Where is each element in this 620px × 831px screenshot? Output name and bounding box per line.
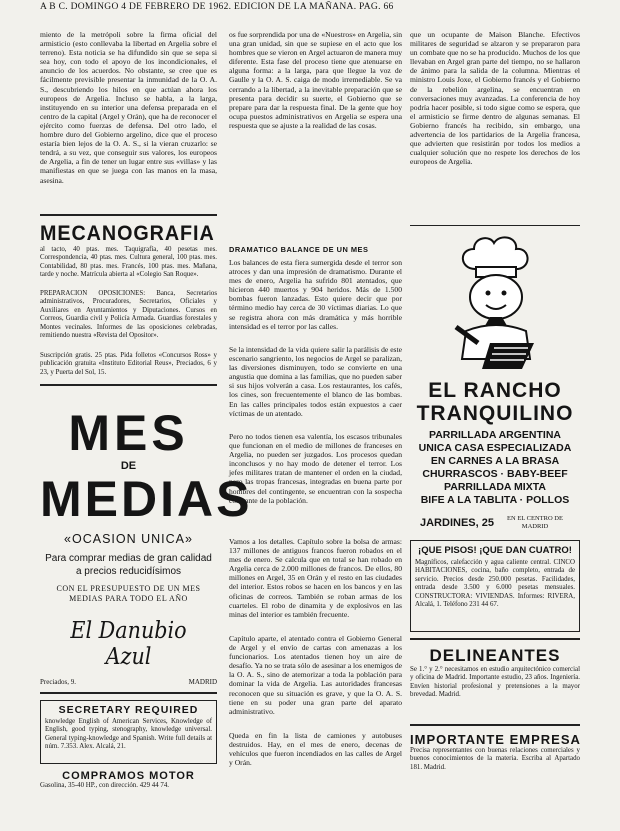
article-body-1: os fue sorprendida por una de «Nuestros» en Argelia, sin una gran unidad, sin que se supiese en el acto que los hombres que se vieron en Argel actuaron de manera muy diferente. Esta fase del proceso tiene que atenuarse en alguna forma: a la larga, para que llegue la voz de Gaulle y la O. A. S. caiga de modo irremediable. Se va cerrando a la libertad, a la inevitable preparación que se presenta para decidir su suerte, el Gobierno que se prepare para dar la respuesta final. De la gente que hoy ocupa puestos administrativos en Argelia se espera una respuesta que se ajuste a la realidad de las cosas.: [229, 30, 402, 130]
article-body-5: Vamos a los detalles. Capítulo sobre la bolsa de armas: 137 millones de antiguos francos fueron robados en el mes de enero. Se calcula que en total se han robado en Argelia cerca de 2.000 millones de francos. De ellos, 80 millones en Argel, 35 en Orán y el resto en las ciudades del interior. Estos robos se hacen en los bancos y en las oficinas de correos. También se roban armas de los cuarteles. El robo de dinamita y de explosivos en las minas del interior es también frecuente.: [229, 537, 402, 619]
column-middle: [229, 30, 402, 830]
article-body-4: Pero no todos tienen esa valentía, los escasos tribunales que funcionan en el medio de millones de franceses en Argelia, no pueden ser juzgados. Los procesos quedan inconclusos y no hay modo de detener el terror. Los jefes militares tratan de mantener el orden en la ciudad, pero las tropas francesas, integradas en buena parte por hombres del contingente, se encuentran con la sospecha constante de la población.: [229, 432, 402, 505]
rancho-title-1: EL RANCHO: [428, 379, 562, 402]
rancho-line-4: UNICA CASA ESPECIALIZADA: [418, 442, 572, 454]
ad-mes: MES: [68, 405, 189, 461]
rancho-line-5: EN CARNES A LA BRASA: [430, 455, 560, 467]
pisos-text: Magníficos, calefacción y agua caliente central. CINCO HABITACIONES, cocina, baño completo, entrada de servicio. Precios desde 250.000 pesetas. Facilidades, entrada desde 3.500 y 6.000 pesetas mensuales. CONSTRUCTORA: VIVIENDAS. Informes: RIVERA, Alcalá, 1. Teléfono 231 44 67.: [415, 559, 575, 609]
importante-title: IMPORTANTE EMPRESA: [410, 732, 581, 747]
importante-text: Precisa representantes con buenas relaciones comerciales y buenos conocimientos de la materia. Escriba al Apartado 181. Madrid.: [410, 747, 580, 771]
ad-de: DE: [120, 460, 137, 472]
rancho-line-7: PARRILLADA MIXTA: [444, 481, 546, 493]
mecanografia-text: al tacto, 40 ptas. mes. Taquigrafía, 40 pesetas mes. Correspondencia, 40 ptas. mes. Cultura general, 100 ptas. mes. Contabilidad, 80 ptas. mes. Francés, 100 ptas. mes. Mañana, tarde y noche. Matrícula abierta al «Colegio San Roque».: [40, 246, 217, 279]
article-continuation: miento de la metrópoli sobre la firma oficial del armisticio (esto conllevaba la libertad en Argelia sobre el terreno). Esta noticia se ha difundido sin que se sepa si sea hoy, con todo el apoyo de los incondicionales, el anuncio de los acuerdos. No obstante, se cree que es fácilmente previsible presentar la inmunidad de la O. A. S., descubriendo los hilos en que actúan ahora los europeos de Argelia. Incluso se habla, a la larga, instituyendo en su interior una defensa preparada en el centro de la capital (Argel y Orán), que ha de reconocer el ejército como fuerzas de defensa. Del otro lado, el hombre duro del Gobierno argelino, dice que el proceso estaría bien lejos de la O. A. S., si la vieran cruzarlo: se tendrá, a su vez, que conseguir sus valores, los europeos de Argelia, a fin de tener un lugar entre sus «villas» y las manifiestas en que se juega con las manos en la masa, asesina.: [40, 30, 217, 185]
column-left: [40, 30, 253, 830]
oposiciones-text-2: Suscripción gratis. 25 ptas. Pida folletos «Concursos Ross» y publicación gratuita «Instituto Editorial Reus», Preciados, 6 y 23, y Puerta del Sol, 15.: [40, 352, 217, 376]
rancho-address-2: EN EL CENTRO DE MADRID: [507, 515, 563, 530]
rancho-line-8: BIFE A LA TABLITA · POLLOS: [420, 494, 570, 506]
oposiciones-text: PREPARACION OPOSICIONES: Banca, Secretarios administrativos, Procuradores, Secretarios, Oficiales y Auxiliares en Ayuntamientos y Diputaciones. Cursos en Correos, Guardia civil y Policía Armada. Guardias forestales y Montes vecinales. Informes de las oposiciones celebradas, remitiendo nuestra «Revista del Opositor».: [40, 290, 217, 340]
rancho-line-6: CHURRASCOS · BABY-BEEF: [422, 468, 568, 480]
article-body-6: Capítulo aparte, el atentado contra el Gobierno General de Argel y el envío de cartas con amenazas a los funcionarios. Los atentados tienen hoy un aire de desafío. Ya no se trata sólo de asesinar a los enemigos de la O. A. S., sino de atemorizar a toda la población para dominar la vida de Argelia. Las autoridades francesas reconocen que su situación es grave, y que la O. A. S. tiene en su poder una gran parte del aparato administrativo.: [229, 634, 402, 716]
mecanografia-title: MECANOGRAFIA: [40, 222, 215, 245]
secretary-title: SECRETARY REQUIRED: [58, 704, 199, 716]
article-body-3: Se la intensidad de la vida quiere salir la parálisis de este escenario sangriento, los negocios de Argel se paralizan, las diversiones disminuyen, todo se convierte en una angustia que domina a las familias, que no pueden saber si sus hijos volverán a casa. Los restaurantes, los cafés, los cines, son frecuentemente el blanco de las bombas. En las calles principales todos están expuestos a caer víctimas de un atentado.: [229, 345, 402, 418]
ad-ocasion: «OCASION UNICA»: [64, 532, 193, 546]
compramos-text: Gasolina, 35-40 HP., con dirección. 429 44 74.: [40, 782, 169, 789]
delineantes-title: DELINEANTES: [429, 646, 561, 665]
page-header: A B C. DOMINGO 4 DE FEBRERO DE 1962. EDICION DE LA MAÑANA. PAG. 66: [40, 2, 394, 12]
rancho-title-2: TRANQUILINO: [416, 402, 574, 425]
compramos-title: COMPRAMOS MOTOR: [62, 770, 195, 782]
ad-promo-text: CON EL PRESUPUESTO DE UN MES MEDIAS PARA TODO EL AÑO: [56, 584, 201, 603]
ad-city: MADRID: [188, 678, 217, 686]
ad-address: Preciados, 9.: [40, 678, 76, 686]
column-right: [410, 30, 580, 830]
article-continuation-right: que un ocupante de Maison Blanche. Efectivos militares de seguridad se alzaron y se prepararon para un combate que no se ha producido. Muchos de los que llevaban en Argel gran parte del tiempo, no se hallaron de ánimo para la salida de la columna. Mientras el ministro Louis Joxe, el Gobierno francés y el Gobierno de la rebelión argelina, se encuentran en conversaciones muy avanzadas. La conferencia de hoy podría hacer posible, si todo sigue como se espera, que el armisticio se firme dentro de algunas semanas. El Gobierno francés ha recibido, sin embargo, una advertencia de los partidarios de la Argelia francesa, que advierten que resistirán por todos los medios a cualquier solución que no respete los derechos de los europeos de Argelia.: [410, 30, 580, 167]
article-body-2: Los balances de esta fiera sumergida desde el terror son atroces y dan una impresión de dramatismo. Durante el mes de enero, Argelia ha sufrido 801 atentados, que hicieron 440 muertos y 904 heridos. Más de 1.500 bombas fueron lanzadas. Esto quiere decir que por término medio hay cerca de 30 víctimas diarias. Lo que se registra ahora con más dramática y más horrible intensidad es el terror por las calles.: [229, 258, 402, 331]
pisos-title: ¡QUE PISOS! ¡QUE DAN CUATRO!: [418, 545, 572, 556]
rancho-address: JARDINES, 25: [420, 516, 494, 529]
article-subheading: DRAMATICO BALANCE DE UN MES: [229, 245, 369, 254]
rancho-line-3: PARRILLADA ARGENTINA: [428, 429, 562, 441]
secretary-text: knowledge English of American Services, Knowledge of English, good typing, stenography, knowledge universal. General typing-knowledge and Spanish. Write full details at núm. 7.353. Alex. Alcalá, 21.: [45, 718, 212, 751]
chef-illustration: [430, 231, 560, 371]
ad-ocasion-text: Para comprar medias de gran calidad a precios reducidísimos: [45, 553, 212, 577]
delineantes-text: Se 1.° y 2.° necesitamos en estudio arquitectónico comercial y oficina de Madrid. Importante estudio, 23 años. Ingeniería. Envíen historial profesional y pretensiones a la mayor brevedad. Madrid.: [410, 666, 580, 699]
ad-medias: MEDIAS: [40, 471, 253, 527]
ad-brand-signature: El Danubio Azul: [70, 618, 187, 670]
article-body-7: Queda en fin la lista de camiones y autobuses destruidos. Hay, en el mes de enero, decenas de vehículos que fueron incendiados en las calles de Argel y Orán.: [229, 731, 402, 768]
